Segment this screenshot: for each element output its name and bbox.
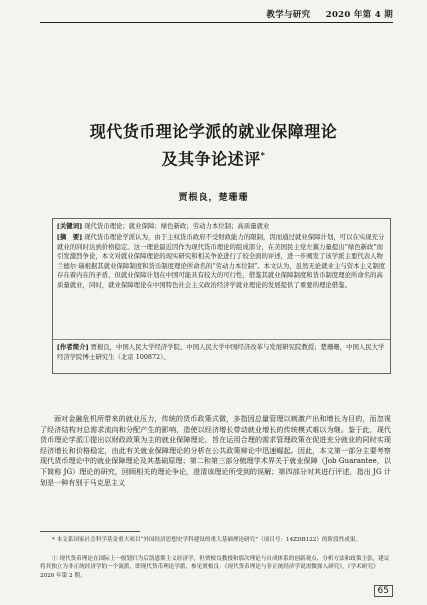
author-info-label: [作者简介] <box>57 343 89 351</box>
keywords-text: 现代货币理论；就业保障；绿色新政；劳动力本位制；高质量就业 <box>84 222 270 230</box>
summary-label: [摘 要] <box>57 233 83 241</box>
footnote-1 <box>40 536 391 544</box>
header-rule <box>40 22 393 23</box>
footnote-rule <box>40 531 140 532</box>
abstract-box <box>52 218 391 374</box>
journal-name: 教学与研究 <box>266 10 311 20</box>
abstract-divider <box>53 339 390 340</box>
summary-text: 现代货币理论学派认为，由于主权货币政府不受财政能力的限制，因而通过就业保障计划，可以在实现充分就业的同时达到价格稳定。这一理论最近因作为现代货币理论的组成部分，在美国民主党左翼力量提出“绿色新政”而引发激烈争论，本文对就业保障理论的现实研究和相关争论进行了较全面的评述，进一步阐发了该学派主要代表人物兰德尔·瑞根据其就业保障制度和货币制度理论所命名的“劳动力本位制”。本文认为，虽然无论就业主与资本主义制度存在着内在的矛盾，但就业保障计划在中国可能具有较大的可行性，借鉴其就业保障制度和货币制度理论所命名的高质量就业，同时，就业保障理论在中国特色社会主义政治经济学就业理论的发展提供了重要的理论借鉴。 <box>57 233 386 289</box>
summary-row <box>57 233 386 291</box>
footnote-1-text: 本文系国家社会科学基金重大项目“外国经济思想史学科建设的重大基础理论研究”（项目号：14ZDB122）的阶段性成果。 <box>56 537 362 543</box>
keywords-label: [关键词] <box>57 222 83 230</box>
author-info-row <box>57 343 386 362</box>
page-number: 65 <box>374 585 393 597</box>
author-info-text: 贾根良，中国人民大学经济学院、中国人民大学中国经济改革与发展研究院教授；楚珊珊，中国人民大学经济学院博士研究生（北京 100872）。 <box>57 343 385 361</box>
author-line: 贾根良，楚珊珊 <box>178 193 249 203</box>
footnote-2-text: 现代货币理论在国际上一般划归为后凯恩斯主义经济学，但贾根良教授和那次理论与自成体系的创新观点、分析方法和政策主张，建议将其独立为非正统经济学的一个流派，即现代货币理论学派，参见贾根良：《现代货币理论与非正统经济学说需微探入研究》，《学术研究》2020 年第 2 期。 <box>40 556 390 579</box>
keywords-row <box>57 222 386 232</box>
title-line-1: 现代货币理论学派的就业保障理论 <box>89 122 338 141</box>
title-footnote-mark: * <box>260 151 266 160</box>
footnote-1-mark: * <box>52 537 55 543</box>
body-paragraph: 面对金融危机所带来的就业压力，传统的货币政策式微，多指因总量管理以刺激产出和增长为目的，而忽视了经济结构对总需求流向和分配产生的影响，造使以经济增长带动就业增长的传统模式难以为继。鉴于此，现代货币理论学派①提出以财政政策为主的就业保障理论，旨在运用合理的需求管理政策在促进充分就业的同时实现经济增长和价格稳定，由此有关就业保障理论的分析在公共政策辩论中迅速崛起。因此，本文第一部分主要考察现代货币理论中的就业保障理论及其基础原理；第二和第三部分梳理学术界关于就业保障（Job Guarantee，以下简称 JG）理论的研究，回顾相关的理论争论，澄清该理论所受到的误解；第四部分对其进行评述，指出 JG 计划是一种有别于马克思主义 <box>40 414 391 487</box>
title-line-2: 及其争论述评 <box>161 149 261 169</box>
article-title <box>40 120 387 171</box>
footnote-2-mark: ① <box>52 556 58 562</box>
running-header <box>40 8 393 20</box>
footnote-2 <box>40 555 391 580</box>
issue-number: 2020 年第 4 期 <box>325 10 393 20</box>
